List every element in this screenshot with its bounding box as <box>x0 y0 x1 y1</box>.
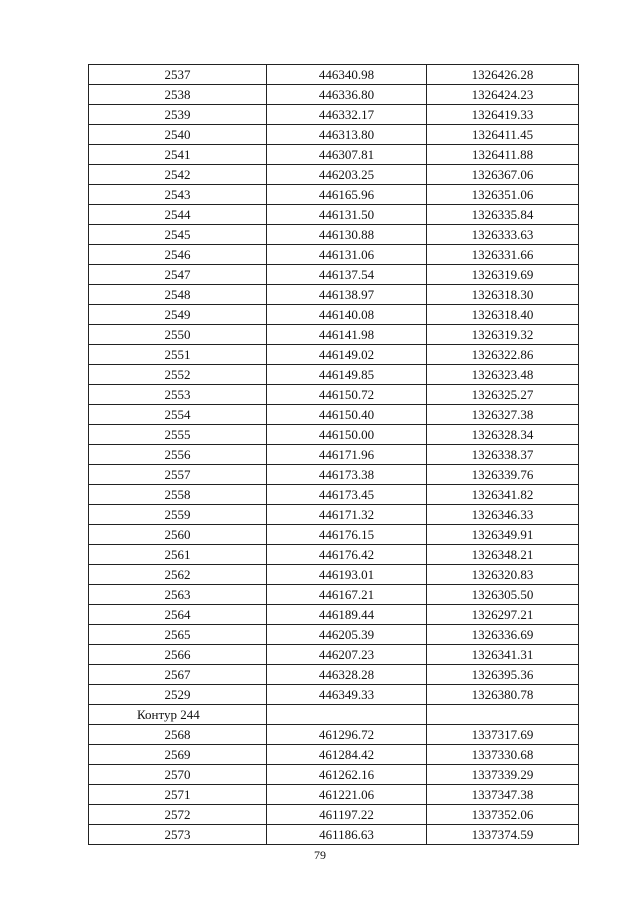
x-coordinate-cell: 461284.42 <box>267 745 427 765</box>
y-coordinate-cell: 1326338.37 <box>427 445 579 465</box>
point-number-cell: 2569 <box>89 745 267 765</box>
table-row <box>89 305 579 325</box>
point-number-cell: 2540 <box>89 125 267 145</box>
x-coordinate-cell: 446131.06 <box>267 245 427 265</box>
x-coordinate-cell: 461197.22 <box>267 805 427 825</box>
y-coordinate-cell: 1326341.82 <box>427 485 579 505</box>
point-number-cell: 2552 <box>89 365 267 385</box>
point-number-cell: 2570 <box>89 765 267 785</box>
point-number-cell: 2567 <box>89 665 267 685</box>
y-coordinate-cell: 1326348.21 <box>427 545 579 565</box>
x-coordinate-cell: 446203.25 <box>267 165 427 185</box>
point-number-cell: 2572 <box>89 805 267 825</box>
x-coordinate-cell: 446176.15 <box>267 525 427 545</box>
point-number-cell: 2551 <box>89 345 267 365</box>
point-number-cell: 2562 <box>89 565 267 585</box>
x-coordinate-cell: 446141.98 <box>267 325 427 345</box>
y-coordinate-cell: 1326424.23 <box>427 85 579 105</box>
y-coordinate-cell: 1337330.68 <box>427 745 579 765</box>
table-row <box>89 445 579 465</box>
table-row <box>89 105 579 125</box>
table-row <box>89 725 579 745</box>
point-number-cell: 2547 <box>89 265 267 285</box>
x-coordinate-cell: 446349.33 <box>267 685 427 705</box>
point-number-cell: 2558 <box>89 485 267 505</box>
x-coordinate-cell: 446149.02 <box>267 345 427 365</box>
x-coordinate-cell: 446131.50 <box>267 205 427 225</box>
x-coordinate-cell: 446336.80 <box>267 85 427 105</box>
point-number-cell: 2544 <box>89 205 267 225</box>
y-coordinate-cell: 1326336.69 <box>427 625 579 645</box>
point-number-cell: 2555 <box>89 425 267 445</box>
contour-header-row <box>89 705 579 725</box>
table-row <box>89 145 579 165</box>
y-coordinate-cell: 1326341.31 <box>427 645 579 665</box>
table-row <box>89 605 579 625</box>
point-number-cell: 2554 <box>89 405 267 425</box>
table-row <box>89 165 579 185</box>
y-coordinate-cell: 1326367.06 <box>427 165 579 185</box>
point-number-cell: 2529 <box>89 685 267 705</box>
point-number-cell: 2538 <box>89 85 267 105</box>
table-row <box>89 225 579 245</box>
x-coordinate-cell: 446137.54 <box>267 265 427 285</box>
x-coordinate-cell: 446328.28 <box>267 665 427 685</box>
x-coordinate-cell: 446193.01 <box>267 565 427 585</box>
y-coordinate-cell: 1326395.36 <box>427 665 579 685</box>
x-coordinate-cell: 461221.06 <box>267 785 427 805</box>
point-number-cell: 2553 <box>89 385 267 405</box>
contour-empty-cell-x <box>267 705 427 725</box>
x-coordinate-cell: 446138.97 <box>267 285 427 305</box>
point-number-cell: 2561 <box>89 545 267 565</box>
x-coordinate-cell: 461186.63 <box>267 825 427 845</box>
y-coordinate-cell: 1326331.66 <box>427 245 579 265</box>
point-number-cell: 2545 <box>89 225 267 245</box>
table-row <box>89 625 579 645</box>
table-row <box>89 565 579 585</box>
point-number-cell: 2560 <box>89 525 267 545</box>
x-coordinate-cell: 446313.80 <box>267 125 427 145</box>
point-number-cell: 2546 <box>89 245 267 265</box>
y-coordinate-cell: 1326305.50 <box>427 585 579 605</box>
y-coordinate-cell: 1326380.78 <box>427 685 579 705</box>
table-row <box>89 785 579 805</box>
table-row <box>89 345 579 365</box>
x-coordinate-cell: 446150.72 <box>267 385 427 405</box>
x-coordinate-cell: 461262.16 <box>267 765 427 785</box>
x-coordinate-cell: 446150.40 <box>267 405 427 425</box>
y-coordinate-cell: 1337374.59 <box>427 825 579 845</box>
x-coordinate-cell: 446207.23 <box>267 645 427 665</box>
table-row <box>89 505 579 525</box>
point-number-cell: 2548 <box>89 285 267 305</box>
y-coordinate-cell: 1326323.48 <box>427 365 579 385</box>
y-coordinate-cell: 1326328.34 <box>427 425 579 445</box>
y-coordinate-cell: 1326318.40 <box>427 305 579 325</box>
y-coordinate-cell: 1326351.06 <box>427 185 579 205</box>
y-coordinate-cell: 1326322.86 <box>427 345 579 365</box>
x-coordinate-cell: 446205.39 <box>267 625 427 645</box>
x-coordinate-cell: 446340.98 <box>267 65 427 85</box>
x-coordinate-cell: 446332.17 <box>267 105 427 125</box>
y-coordinate-cell: 1326349.91 <box>427 525 579 545</box>
y-coordinate-cell: 1326319.69 <box>427 265 579 285</box>
point-number-cell: 2571 <box>89 785 267 805</box>
table-row <box>89 645 579 665</box>
table-row <box>89 365 579 385</box>
y-coordinate-cell: 1326426.28 <box>427 65 579 85</box>
y-coordinate-cell: 1326333.63 <box>427 225 579 245</box>
x-coordinate-cell: 446167.21 <box>267 585 427 605</box>
point-number-cell: 2563 <box>89 585 267 605</box>
coordinates-table-body <box>89 65 579 845</box>
y-coordinate-cell: 1337317.69 <box>427 725 579 745</box>
coordinates-table <box>88 64 579 845</box>
table-row <box>89 385 579 405</box>
point-number-cell: 2568 <box>89 725 267 745</box>
table-row <box>89 805 579 825</box>
x-coordinate-cell: 446171.32 <box>267 505 427 525</box>
y-coordinate-cell: 1326411.88 <box>427 145 579 165</box>
table-row <box>89 485 579 505</box>
x-coordinate-cell: 446140.08 <box>267 305 427 325</box>
point-number-cell: 2541 <box>89 145 267 165</box>
table-row <box>89 185 579 205</box>
x-coordinate-cell: 446171.96 <box>267 445 427 465</box>
y-coordinate-cell: 1326318.30 <box>427 285 579 305</box>
y-coordinate-cell: 1326319.32 <box>427 325 579 345</box>
table-row <box>89 125 579 145</box>
point-number-cell: 2539 <box>89 105 267 125</box>
table-row <box>89 65 579 85</box>
y-coordinate-cell: 1326335.84 <box>427 205 579 225</box>
x-coordinate-cell: 446176.42 <box>267 545 427 565</box>
y-coordinate-cell: 1326346.33 <box>427 505 579 525</box>
table-row <box>89 205 579 225</box>
table-row <box>89 465 579 485</box>
point-number-cell: 2564 <box>89 605 267 625</box>
y-coordinate-cell: 1326419.33 <box>427 105 579 125</box>
point-number-cell: 2550 <box>89 325 267 345</box>
y-coordinate-cell: 1337347.38 <box>427 785 579 805</box>
table-row <box>89 245 579 265</box>
x-coordinate-cell: 446130.88 <box>267 225 427 245</box>
x-coordinate-cell: 446307.81 <box>267 145 427 165</box>
table-row <box>89 325 579 345</box>
contour-empty-cell-y <box>427 705 579 725</box>
table-row <box>89 425 579 445</box>
point-number-cell: 2542 <box>89 165 267 185</box>
page-number: 79 <box>314 848 326 862</box>
coordinates-table-container <box>88 64 578 845</box>
x-coordinate-cell: 446173.38 <box>267 465 427 485</box>
contour-label: Контур 244 <box>89 705 267 725</box>
y-coordinate-cell: 1326411.45 <box>427 125 579 145</box>
table-row <box>89 85 579 105</box>
table-row <box>89 265 579 285</box>
table-row <box>89 765 579 785</box>
point-number-cell: 2565 <box>89 625 267 645</box>
y-coordinate-cell: 1326320.83 <box>427 565 579 585</box>
table-row <box>89 745 579 765</box>
table-row <box>89 665 579 685</box>
table-row <box>89 685 579 705</box>
point-number-cell: 2543 <box>89 185 267 205</box>
x-coordinate-cell: 446150.00 <box>267 425 427 445</box>
table-row <box>89 525 579 545</box>
x-coordinate-cell: 446149.85 <box>267 365 427 385</box>
table-row <box>89 585 579 605</box>
point-number-cell: 2573 <box>89 825 267 845</box>
point-number-cell: 2556 <box>89 445 267 465</box>
y-coordinate-cell: 1337352.06 <box>427 805 579 825</box>
y-coordinate-cell: 1337339.29 <box>427 765 579 785</box>
y-coordinate-cell: 1326339.76 <box>427 465 579 485</box>
point-number-cell: 2557 <box>89 465 267 485</box>
point-number-cell: 2559 <box>89 505 267 525</box>
x-coordinate-cell: 446165.96 <box>267 185 427 205</box>
point-number-cell: 2537 <box>89 65 267 85</box>
point-number-cell: 2549 <box>89 305 267 325</box>
point-number-cell: 2566 <box>89 645 267 665</box>
y-coordinate-cell: 1326327.38 <box>427 405 579 425</box>
y-coordinate-cell: 1326325.27 <box>427 385 579 405</box>
x-coordinate-cell: 446189.44 <box>267 605 427 625</box>
table-row <box>89 545 579 565</box>
table-row <box>89 405 579 425</box>
table-row <box>89 825 579 845</box>
x-coordinate-cell: 446173.45 <box>267 485 427 505</box>
table-row <box>89 285 579 305</box>
y-coordinate-cell: 1326297.21 <box>427 605 579 625</box>
x-coordinate-cell: 461296.72 <box>267 725 427 745</box>
